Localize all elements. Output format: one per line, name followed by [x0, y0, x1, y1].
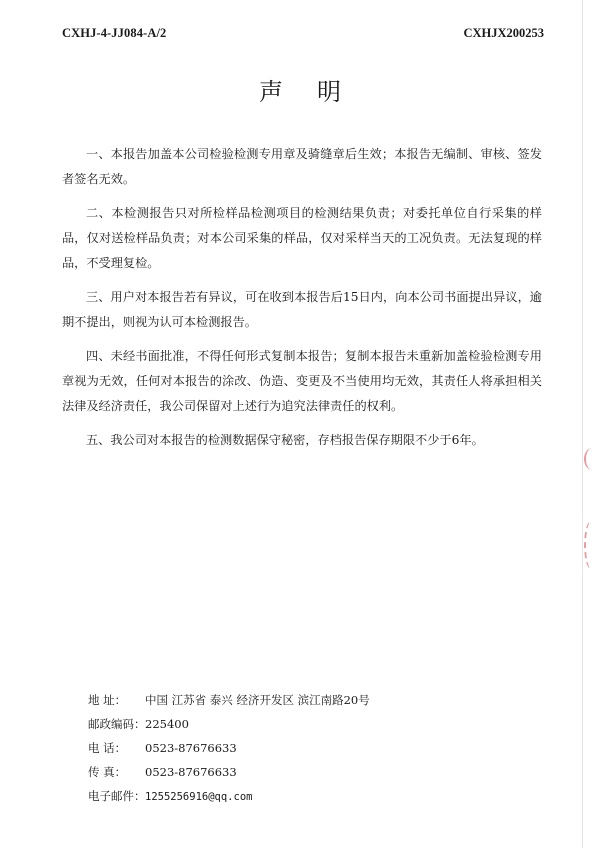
seal-stamp-fragment-icon [584, 448, 600, 470]
document-code: CXHJ-4-JJ084-A/2 [62, 26, 167, 40]
page-title: 声明 [259, 78, 375, 106]
email-label: 电子邮件： [88, 789, 146, 803]
fax-label: 传 真： [88, 765, 127, 779]
postcode-value: 225400 [145, 717, 189, 731]
report-number: CXHJX200253 [463, 26, 544, 40]
phone-row [88, 736, 508, 760]
address-row [88, 688, 508, 712]
fax-row [88, 760, 508, 784]
clause-2: 二、本检测报告只对所检样品检测项目的检测结果负责；对委托单位自行采集的样品，仅对送检样品负责；对本公司采集的样品，仅对采样当天的工况负责。无法复现的样品，不受理复检。 [62, 206, 542, 270]
clause-3: 三、用户对本报告若有异议，可在收到本报告后15日内，向本公司书面提出异议，逾期不提出，则视为认可本检测报告。 [62, 290, 542, 329]
clause-4: 四、未经书面批准，不得任何形式复制本报告；复制本报告未重新加盖检验检测专用章视为无效，任何对本报告的涂改、伪造、变更及不当使用均无效，其责任人将承担相关法律及经济责任，我公司保留对上述行为追究法律责任的权利。 [62, 349, 542, 413]
phone-value: 0523-87676633 [145, 741, 237, 755]
email-value: 1255256916@qq.com [145, 791, 253, 803]
clause-1: 一、本报告加盖本公司检验检测专用章及骑缝章后生效；本报告无编制、审核、签发者签名无效。 [62, 147, 542, 186]
postcode-row [88, 712, 508, 736]
phone-label: 电 话： [88, 741, 127, 755]
postcode-label: 邮政编码： [88, 717, 146, 731]
page-edge-line [582, 0, 583, 848]
contact-info [88, 688, 508, 808]
statement-clauses [62, 142, 542, 462]
address-value: 中国 江苏省 泰兴 经济开发区 滨江南路20号 [145, 693, 370, 707]
email-row [88, 784, 508, 808]
fax-value: 0523-87676633 [145, 765, 237, 779]
seal-stamp-fragment-icon [584, 520, 600, 570]
address-label: 地 址： [88, 693, 127, 707]
clause-5: 五、我公司对本报告的检测数据保守秘密，存档报告保存期限不少于6年。 [86, 433, 484, 447]
